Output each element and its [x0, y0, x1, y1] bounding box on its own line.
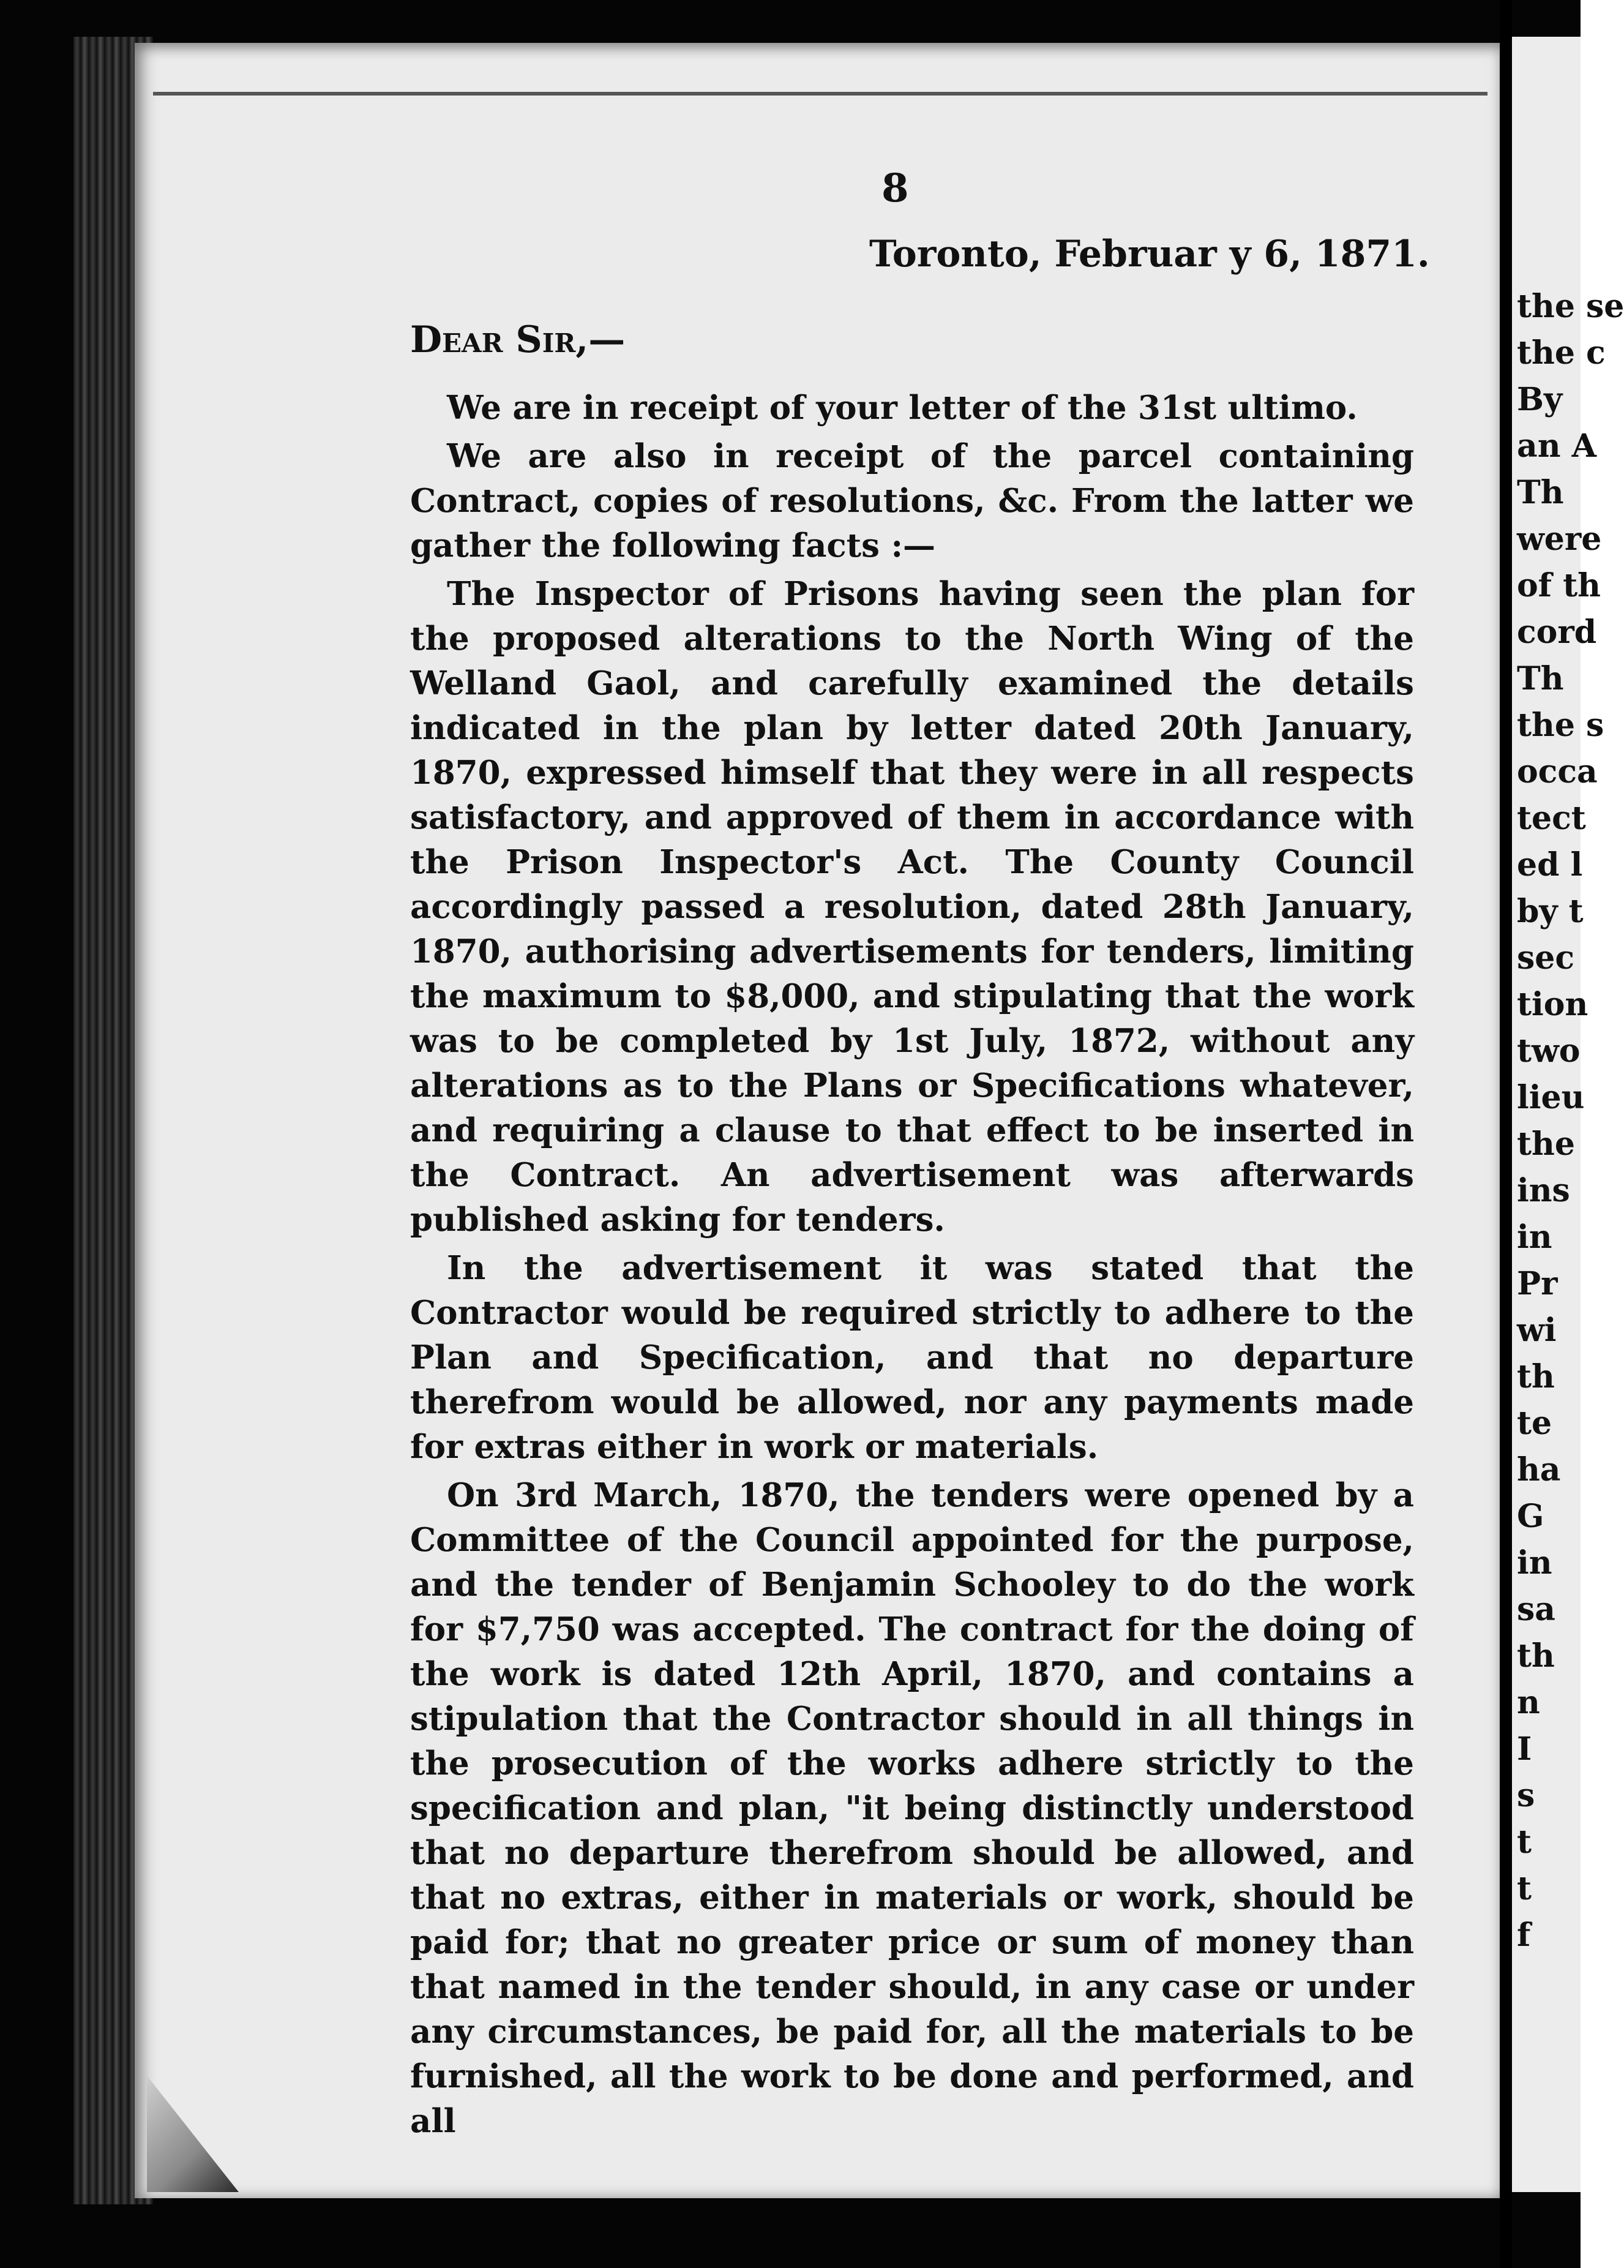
right-page-fragment: wi [1517, 1312, 1557, 1349]
paragraph-3: The Inspector of Prisons having seen the plan for the proposed alterations to the North Wing of the Welland Gaol, and carefully examined the details indicated in the plan by letter dated 20th January, 1870, expressed himself that they were in all respects satisfactory, and approved of them in accordance with the Prison Inspector's Act. The County Council accordingly passed a resolution, dated 28th January, 1870, authorising advertisements for tenders, limiting the maximum to $8,000, and stipulating that the work was to be completed by 1st July, 1872, without any alterations as to the Plans or Specifications whatever, and requiring a clause to that effect to be inserted in the Contract. An advertisement was afterwards published asking for tenders. [410, 575, 1414, 1239]
right-page-fragment: t [1517, 1870, 1532, 1907]
right-page-fragment: the s [1517, 707, 1604, 744]
right-page-fragment: By [1517, 381, 1563, 418]
right-page-fragment: an A [1517, 427, 1596, 465]
right-page-edge [1512, 37, 1624, 2192]
right-page-fragment: sec [1517, 939, 1575, 977]
right-page-fragment: G [1517, 1498, 1544, 1535]
right-page-fragment: ed l [1517, 846, 1583, 884]
right-page-fragment: occa [1517, 753, 1598, 790]
right-page-fragment: th [1517, 1637, 1555, 1675]
right-page-fragment: n [1517, 1684, 1540, 1721]
paragraph-1: We are in receipt of your letter of the 31st ultimo. [447, 389, 1358, 427]
right-page-fragment: Th [1517, 474, 1564, 511]
right-page-fragment: in [1517, 1544, 1552, 1582]
letter-body [410, 386, 1414, 2147]
right-page-fragment: te [1517, 1405, 1552, 1442]
page-number: 8 [881, 165, 909, 211]
right-page-fragment: tion [1517, 986, 1588, 1023]
book-gutter [1500, 0, 1512, 2268]
right-page-fragment: of th [1517, 567, 1601, 604]
right-page-fragment: the c [1517, 334, 1606, 372]
right-page-fragment: ins [1517, 1172, 1570, 1209]
right-page-fragment: f [1517, 1917, 1531, 1954]
dateline: Toronto, Februar y 6, 1871. [869, 233, 1430, 276]
paragraph-2: We are also in receipt of the parcel containing Contract, copies of resolutions, &c. From the latter we gather the following facts :— [410, 437, 1414, 565]
right-page-fragment: tect [1517, 800, 1586, 837]
right-page-fragment: in [1517, 1218, 1552, 1256]
right-page-fragment: lieu [1517, 1079, 1585, 1116]
right-page-fragment: th [1517, 1358, 1555, 1395]
right-page-fragment: Pr [1517, 1265, 1558, 1302]
page-top-border [153, 92, 1487, 96]
right-page-fragment: I [1517, 1730, 1532, 1768]
salutation: Dear Sir,— [410, 318, 626, 361]
right-page-fragment: two [1517, 1032, 1581, 1070]
paragraph-4: In the advertisement it was stated that the Contractor would be required strictly to adhere to the Plan and Specification, and that no departure therefrom would be allowed, nor any payments made for extras either in work or materials. [410, 1249, 1414, 1466]
right-page-fragment: sa [1517, 1591, 1555, 1628]
right-page-fragment: s [1517, 1777, 1535, 1814]
right-page-fragment: ha [1517, 1451, 1561, 1489]
right-page-fragment: the se [1517, 288, 1624, 325]
right-page-fragment: cord [1517, 614, 1597, 651]
right-page-fragment: were [1517, 520, 1602, 558]
right-page-fragment: t [1517, 1823, 1532, 1861]
right-page-fragment: the [1517, 1125, 1575, 1163]
paragraph-5: On 3rd March, 1870, the tenders were opened by a Committee of the Council appointed for the purpose, and the tender of Benjamin Schooley to do the work for $7,750 was accepted. The contract for the doing of the work is dated 12th April, 1870, and contains a stipulation that the Contractor should in all things in the prosecution of the works adhere strictly to the specification and plan, "it being distinctly understood that no departure therefrom should be allowed, and that no extras, either in materials or work, should be paid for; that no greater price or sum of money than that named in the tender should, in any case or under any circumstances, be paid for, all the materials to be furnished, all the work to be done and performed, and all [410, 1476, 1414, 2140]
right-page-fragment: Th [1517, 660, 1564, 697]
right-page-fragment: by t [1517, 893, 1584, 930]
